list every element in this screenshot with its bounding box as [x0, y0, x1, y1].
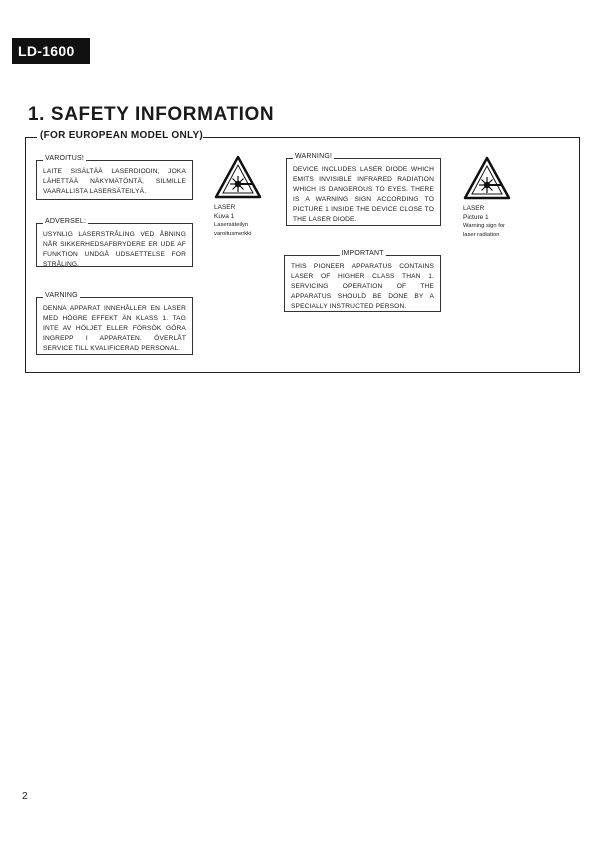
important-notice: [284, 250, 441, 312]
page-number: 2: [22, 791, 28, 802]
varoitus-notice: [36, 155, 193, 200]
laser-sign-english-picture: Picture 1: [463, 214, 489, 221]
laser-sign-english-description: Warning sign for laser radiation: [463, 223, 505, 238]
warning-text: DEVICE INCLUDES LASER DIODE WHICH EMITS INVISIBLE INFRARED RADIATION WHICH IS DANGEROUS TO EYES. THERE IS A WARNING SIGN ACCORDING TO PICTURE 1 INSIDE THE DEVICE CLOSE TO THE LASER DIODE.: [293, 166, 434, 223]
varning-label: VARNING: [45, 292, 78, 299]
warning-notice: [286, 153, 441, 226]
warning-label: WARNING!: [295, 153, 333, 160]
varoitus-label: VAROITUS!: [45, 155, 85, 162]
laser-sign-finnish: [214, 155, 284, 239]
frame-label: (FOR EUROPEAN MODEL ONLY): [40, 130, 204, 141]
laser-warning-icon: [214, 155, 262, 199]
laser-sign-finnish-description: Lasersäteilyn varoitusmerkki: [214, 222, 252, 237]
laser-sign-finnish-title: LASER: [214, 204, 236, 211]
advarsel-notice: [36, 218, 193, 268]
laser-sign-english-title: LASER: [463, 205, 485, 212]
varoitus-text: LAITE SISÄLTÄÄ LASERDIODIN, JOKA LÄHETTÄÄ NÄKYMÄTÖNTÄ, SILMILLE VAARALLISTA LASERSÄTEILYÄ.: [43, 168, 186, 195]
section-title: 1. SAFETY INFORMATION: [28, 104, 275, 125]
advarsel-text: USYNLIG LASERSTRÅLING VED ÅBNING NÅR SIKKERHEDSAFBRYDERE ER UDE AF FUNKTION UNDGÅ UDSAETTELSE FOR STRÅLING.: [43, 231, 186, 268]
varning-notice: [36, 292, 193, 355]
advarsel-label: ADVERSEL:: [45, 218, 87, 225]
laser-sign-finnish-picture: Kuva 1: [214, 213, 235, 220]
important-text: THIS PIONEER APPARATUS CONTAINS LASER OF HIGHER CLASS THAN 1. SERVICING OPERATION OF THE APPARATUS SHOULD BE DONE BY A SPECIALLY INSTRUCTED PERSON.: [291, 263, 434, 310]
important-label: IMPORTANT: [341, 250, 384, 257]
model-badge: LD-1600: [12, 38, 90, 64]
varning-text: DENNA APPARAT INNEHÅLLER EN LASER MED HÖGRE EFFEKT ÄN KLASS 1. TAG INTE AV HÖLJET ELLER FÖRSÖK GÖRA INGREPP I APPARATEN. ÖVERLÅT SERVICE TILL KVALIFICERAD PERSONAL.: [43, 305, 186, 352]
frame-top-edge-left: [25, 137, 37, 138]
frame-top-edge-right: [200, 137, 580, 138]
laser-warning-icon: [463, 156, 511, 200]
laser-sign-english: [463, 156, 533, 240]
